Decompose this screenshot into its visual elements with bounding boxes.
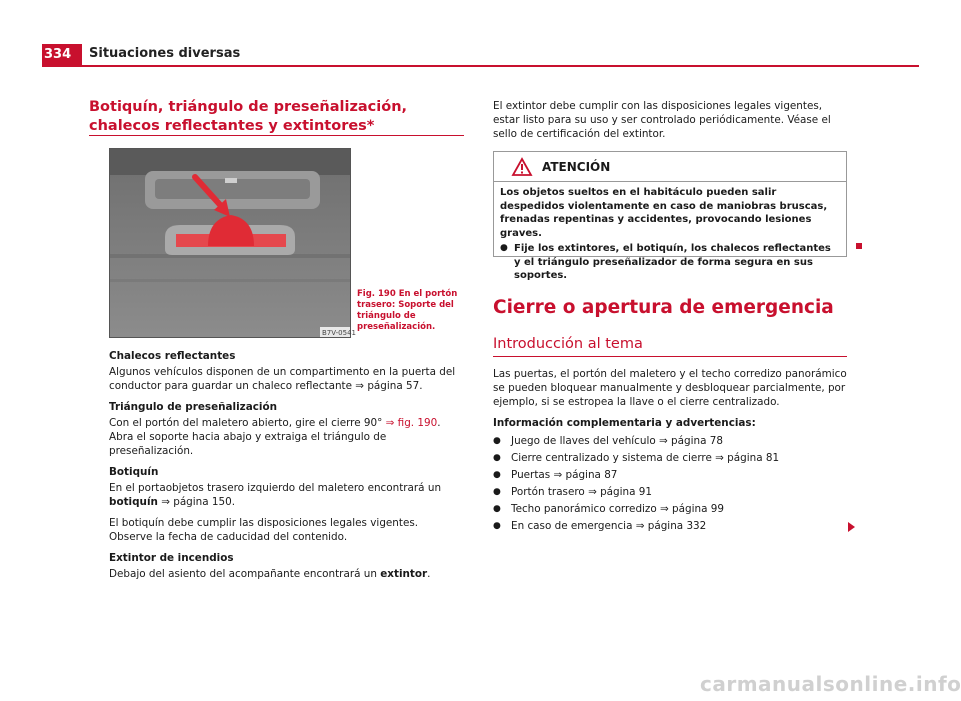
warning-bullet: ● Fije los extintores, el botiquín, los chalecos reflectantes y el triángulo preseñalizador de forma segura en sus soportes. bbox=[500, 243, 831, 281]
warning-icon bbox=[512, 158, 532, 176]
list-item[interactable]: ● En caso de emergencia ⇒ página 332 bbox=[493, 519, 847, 533]
heading-chalecos: Chalecos reflectantes bbox=[109, 350, 236, 362]
section-title: Botiquín, triángulo de preseñalización, chalecos reflectantes y extintores* bbox=[89, 99, 408, 134]
watermark: carmanualsonline.info bbox=[700, 672, 961, 696]
warning-box bbox=[493, 151, 847, 281]
end-mark bbox=[856, 243, 862, 249]
chapter-title: Cierre o apertura de emergencia bbox=[493, 297, 834, 318]
text-botiquin: En el portaobjetos trasero izquierdo del maletero encontrará un botiquín ⇒ página 150. bbox=[109, 482, 442, 508]
text-extintor: Debajo del asiento del acompañante encontrará un extintor. bbox=[109, 568, 431, 580]
right-body bbox=[493, 367, 847, 536]
text-chalecos: Algunos vehículos disponen de un compartimento en la puerta del conductor para guardar un chaleco reflectante ⇒ página 57. bbox=[109, 366, 456, 392]
warning-text: Los objetos sueltos en el habitáculo pueden salir despedidos violentamente en caso de maniobras bruscas, frenadas repentinas y accidentes, provocando lesiones graves. bbox=[500, 187, 828, 239]
warning-title: ATENCIÓN bbox=[542, 159, 611, 174]
heading-triangulo: Triángulo de preseñalización bbox=[109, 401, 277, 413]
heading-botiquin: Botiquín bbox=[109, 466, 159, 478]
bullet-dot: ● bbox=[500, 243, 508, 253]
list-item[interactable]: ● Juego de llaves del vehículo ⇒ página 78 bbox=[493, 434, 847, 448]
section-title-rule bbox=[89, 135, 464, 136]
chapter-subtitle: Introducción al tema bbox=[493, 336, 643, 352]
heading-extintor: Extintor de incendios bbox=[109, 552, 234, 564]
list-item[interactable]: ● Techo panorámico corredizo ⇒ página 99 bbox=[493, 502, 847, 516]
list-item[interactable]: ● Cierre centralizado y sistema de cierre ⇒ página 81 bbox=[493, 451, 847, 465]
figure-photo bbox=[110, 149, 356, 337]
warning-body bbox=[494, 182, 846, 283]
figure-tailgate-triangle bbox=[109, 148, 356, 338]
figure-caption-label: Fig. 190 bbox=[357, 289, 396, 299]
warning-header bbox=[494, 152, 846, 182]
fig-link[interactable]: ⇒ fig. 190 bbox=[385, 417, 438, 429]
subtitle-rule bbox=[493, 356, 847, 357]
header-rule bbox=[42, 65, 919, 67]
text-triangulo: Con el portón del maletero abierto, gire el cierre 90° ⇒ fig. 190. Abra el soporte hacia abajo y extraiga el triángulo de preseñalización. bbox=[109, 417, 441, 457]
figure-caption-text: En el portón trasero: Soporte del triángulo de preseñalización. bbox=[357, 289, 458, 332]
running-title: Situaciones diversas bbox=[89, 46, 241, 61]
continue-arrow-icon bbox=[848, 522, 855, 532]
list-item[interactable]: ● Portón trasero ⇒ página 91 bbox=[493, 485, 847, 499]
text-botiquin-2: El botiquín debe cumplir las disposiciones legales vigentes. Observe la fecha de caducidad del contenido. bbox=[109, 517, 419, 543]
figure-code: B7V-0541 bbox=[322, 329, 356, 337]
left-body bbox=[109, 349, 461, 588]
figure-caption bbox=[357, 289, 463, 333]
intro-paragraph: Las puertas, el portón del maletero y el techo corredizo panorámico se pueden bloquear manualmente y desbloquear parcialmente, por ejemplo, si se estropea la llave o el cierre centralizado. bbox=[493, 368, 847, 408]
right-intro: El extintor debe cumplir con las disposiciones legales vigentes, estar listo para su uso y ser controlado periódicamente. Véase el sello de certificación del extintor. bbox=[493, 100, 831, 140]
page-number: 334 bbox=[42, 44, 82, 65]
info-heading: Información complementaria y advertencias: bbox=[493, 417, 756, 429]
reference-list bbox=[493, 434, 847, 533]
list-item[interactable]: ● Puertas ⇒ página 87 bbox=[493, 468, 847, 482]
